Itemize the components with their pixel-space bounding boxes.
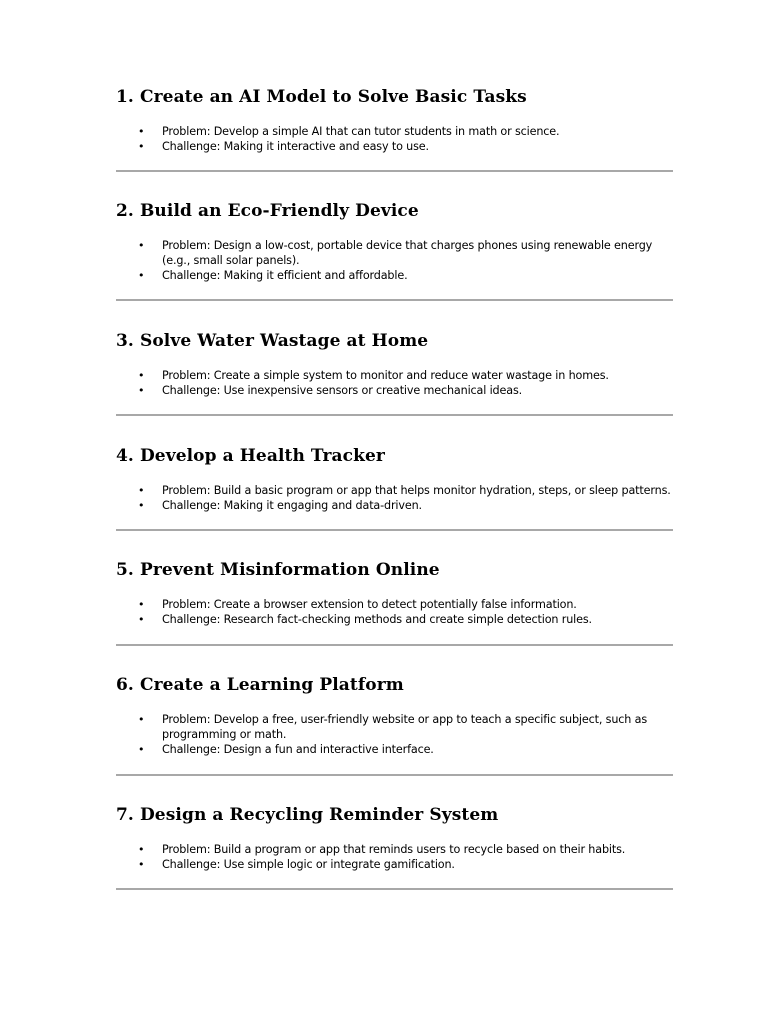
- bullet-text: Problem: Develop a free, user-friendly website or app to teach a specific subject, such as: [162, 713, 648, 726]
- bullet-text: Problem: Create a browser extension to detect potentially false information.: [162, 598, 577, 611]
- bullet-list: [116, 483, 673, 513]
- section-divider: [116, 414, 673, 416]
- bullet-text: Challenge: Design a fun and interactive interface.: [162, 743, 434, 756]
- bullet-list: [116, 597, 673, 627]
- bullet-dot-icon: •: [138, 843, 145, 856]
- list-item: [116, 612, 673, 627]
- bullet-text-continuation: (e.g., small solar panels).: [162, 254, 300, 267]
- bullet-dot-icon: •: [138, 125, 145, 138]
- list-item: [116, 368, 673, 383]
- list-item: [116, 498, 673, 513]
- bullet-text: Challenge: Making it engaging and data-driven.: [162, 499, 422, 512]
- bullet-list: [116, 842, 673, 872]
- section-heading: 4. Develop a Health Tracker: [116, 446, 385, 466]
- section-heading: 3. Solve Water Wastage at Home: [116, 331, 429, 351]
- list-item: [116, 383, 673, 398]
- section-heading: 5. Prevent Misinformation Online: [116, 560, 440, 580]
- bullet-text: Challenge: Making it efficient and affordable.: [162, 269, 408, 282]
- section-divider: [116, 529, 673, 531]
- bullet-text: Challenge: Research fact-checking methods and create simple detection rules.: [162, 613, 592, 626]
- bullet-text: Challenge: Making it interactive and easy to use.: [162, 140, 429, 153]
- bullet-dot-icon: •: [138, 384, 145, 397]
- bullet-list: [116, 124, 673, 154]
- bullet-text: Problem: Build a basic program or app that helps monitor hydration, steps, or sleep patterns.: [162, 484, 671, 497]
- list-item: [116, 139, 673, 154]
- section-divider: [116, 644, 673, 646]
- list-item: [116, 483, 673, 498]
- bullet-dot-icon: •: [138, 140, 145, 153]
- bullet-text: Problem: Design a low-cost, portable device that charges phones using renewable energy: [162, 239, 653, 252]
- bullet-dot-icon: •: [138, 743, 145, 756]
- bullet-text: Problem: Build a program or app that reminds users to recycle based on their habits.: [162, 843, 626, 856]
- list-item: [116, 124, 673, 139]
- bullet-text: Challenge: Use simple logic or integrate gamification.: [162, 858, 455, 871]
- bullet-list: [116, 238, 673, 283]
- list-item: [116, 597, 673, 612]
- section-heading: 6. Create a Learning Platform: [116, 675, 404, 695]
- list-item: [116, 842, 673, 857]
- bullet-dot-icon: •: [138, 858, 145, 871]
- bullet-text: Problem: Develop a simple AI that can tutor students in math or science.: [162, 125, 560, 138]
- bullet-dot-icon: •: [138, 239, 145, 252]
- list-item: [116, 857, 673, 872]
- section-divider: [116, 170, 673, 172]
- list-item: [116, 712, 673, 742]
- section-divider: [116, 888, 673, 890]
- bullet-dot-icon: •: [138, 713, 145, 726]
- bullet-dot-icon: •: [138, 499, 145, 512]
- section-divider: [116, 299, 673, 301]
- bullet-dot-icon: •: [138, 269, 145, 282]
- list-item: [116, 742, 673, 757]
- bullet-text: Challenge: Use inexpensive sensors or creative mechanical ideas.: [162, 384, 523, 397]
- list-item: [116, 238, 673, 268]
- bullet-dot-icon: •: [138, 613, 145, 626]
- bullet-dot-icon: •: [138, 484, 145, 497]
- bullet-dot-icon: •: [138, 598, 145, 611]
- bullet-list: [116, 712, 673, 757]
- bullet-dot-icon: •: [138, 369, 145, 382]
- section-heading: 2. Build an Eco-Friendly Device: [116, 201, 419, 221]
- bullet-list: [116, 368, 673, 398]
- section-divider: [116, 774, 673, 776]
- list-item: [116, 268, 673, 283]
- section-heading: 1. Create an AI Model to Solve Basic Tasks: [116, 87, 527, 107]
- section-heading: 7. Design a Recycling Reminder System: [116, 805, 499, 825]
- bullet-text-continuation: programming or math.: [162, 728, 287, 741]
- bullet-text: Problem: Create a simple system to monitor and reduce water wastage in homes.: [162, 369, 609, 382]
